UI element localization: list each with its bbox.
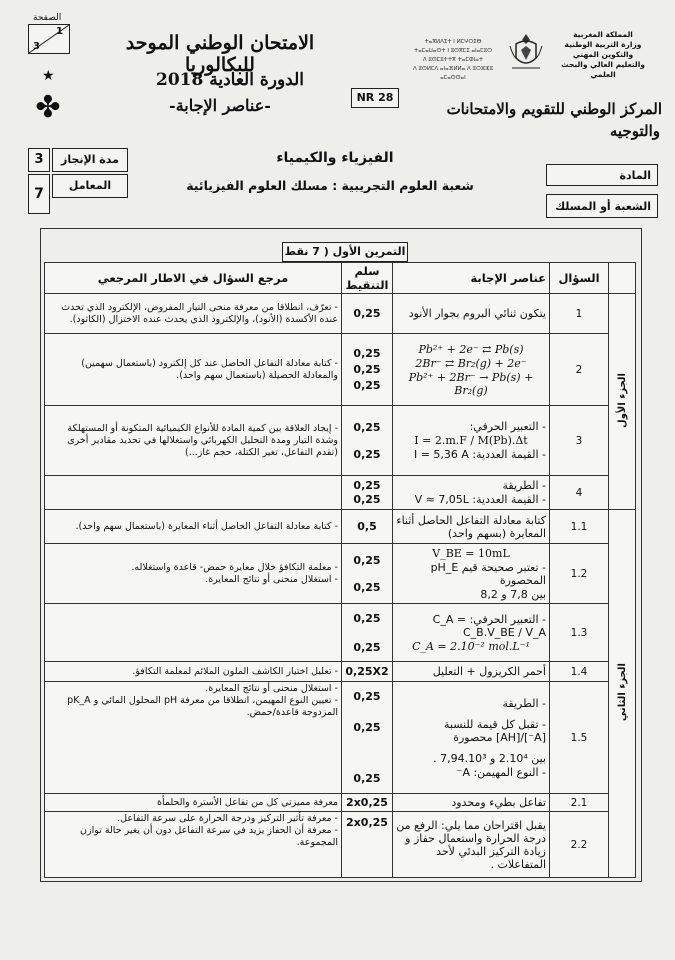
question-number: 1.4 [550, 662, 609, 682]
star-top-icon: ★ [42, 68, 55, 84]
points-value: 0,25 [353, 611, 381, 625]
reference-cell: - كتابة معادلة التفاعل الحاصل عند كل إلكترود (باستعمال سهمين) والمعادلة الحصيلة (باستعمال سهم واحد). [45, 334, 342, 406]
question-number: 2.1 [550, 794, 609, 812]
amazigh-line-3: ⴷ ⵓⵙⵎⵓⵜⵜⴳ ⵜⴰⵎⵀⵏⴰⵜ [422, 57, 484, 63]
amazigh-line-1: ⵜⴰⴳⵍⴷⵉⵜ ⵏ ⵍⵎⵖⵔⵉⴱ [424, 39, 482, 45]
answer-line: - النوع المهيمن: A⁻ [456, 765, 546, 779]
page-total: 3 [33, 41, 40, 52]
question-number: 1 [550, 294, 609, 334]
answer-line: I = 2.m.F / M(Pb).Δt [414, 434, 528, 447]
reference-cell [45, 476, 342, 510]
points-cell [342, 682, 393, 794]
part-2-label: الجزء الثاني [616, 662, 628, 722]
points-cell [342, 544, 393, 604]
points-value: 0,25X2 [345, 665, 389, 678]
amazigh-line-4: ⴷ ⵓⵙⵍⵎⴷ ⴰⵏⴰⴼⵍⵍⴰ ⴷ ⵓⵔⵣⵣⵓ ⴰⵎⴰⵙⵙⴰⵏ [412, 66, 493, 81]
answer-line: تفاعل بطيء ومحدود [451, 796, 546, 809]
ministry-block [548, 30, 658, 80]
points-cell [342, 476, 393, 510]
points-value: 0,25 [353, 772, 381, 785]
ministry-line-4: والتعليم العالي والبحث العلمي [561, 60, 645, 79]
question-number: 2.2 [550, 812, 609, 878]
answer-line: Pb²⁺ + 2Br⁻ → Pb(s) + Br₂(g) [408, 370, 534, 397]
answer-line: كتابة معادلة التفاعل الحاصل أثناء المعايرة (بسهم واحد) [396, 513, 546, 540]
reference-cell: - معرفة تأثير التركيز ودرجة الحرارة على سرعة التفاعل. - معرفة أن الحفاز يزيد في سرعة التفاعل دون أن يغير حالة توازن المجموعة. [45, 812, 342, 878]
answer-line: - التعبير الحرفي: [469, 420, 546, 433]
question-number: 2 [550, 334, 609, 406]
answer-line: 2Br⁻ ⇄ Br₂(g) + 2e⁻ [415, 356, 527, 370]
answer-table [44, 262, 636, 878]
coef-value-box: 7 [28, 174, 50, 214]
answer-cell [393, 544, 550, 604]
answer-line: - تقبل كل قيمة للنسبة [A⁻]/[AH] محصورة [444, 717, 546, 744]
points-value: 0,25 [353, 553, 381, 567]
table-row [45, 604, 636, 662]
exam-subtitle: -عناصر الإجابة- [169, 96, 271, 115]
page-label: الصفحة [33, 13, 62, 23]
reference-cell: - كتابة معادلة التفاعل الحاصل أثناء المعايرة (باستعمال سهم واحد). [45, 510, 342, 544]
points-value: 0,25 [353, 690, 381, 703]
question-number: 1.1 [550, 510, 609, 544]
header-question: السؤال [550, 263, 609, 294]
duration-value-box: 3 [28, 148, 50, 172]
question-number: 1.3 [550, 604, 609, 662]
points-value: 0,25 [353, 479, 381, 492]
table-row [45, 794, 636, 812]
reference-cell: - إيجاد العلاقة بين كمية المادة للأنواع الكيميائية المتكونة أو المستهلكة وشدة التيار ومدة التحليل الكهربائي واستغلالها في تحديد مقادير أخرى (تقدم التفاعل، تغير الكتلة، حجم غاز...) [45, 406, 342, 476]
reference-cell: معرفة مميزتي كل من تفاعل الأسترة والحلمأة [45, 794, 342, 812]
header-reference: مرجع السؤال في الاطار المرجعي [45, 263, 342, 294]
amazigh-line-2: ⵜⴰⵎⴰⵡⴰⵙⵜ ⵏ ⵓⵙⴳⵎⵉ ⴰⵏⴰⵎⵓⵔ [414, 48, 492, 54]
reference-cell: - معلمة التكافؤ خلال معايرة حمض- قاعدة واستغلاله. - استغلال منحنى أو نتائج المعايرة. [45, 544, 342, 604]
points-value: 0,25 [353, 721, 381, 734]
table-header-row [45, 263, 636, 294]
answer-line: - تعتبر صحيحة قيم pH_E المحصورة [430, 560, 546, 587]
question-number: 4 [550, 476, 609, 510]
answer-cell [393, 476, 550, 510]
points-value: 0,25 [353, 580, 381, 594]
points-cell [342, 294, 393, 334]
exam-session: الدورة العادية 2018 [155, 70, 305, 90]
answer-line: بين 2.10⁴ و 7,94.10³ . [433, 751, 546, 765]
subject-value: الفيزياء والكيمياء [276, 150, 394, 166]
answer-line: - الطريقة [502, 696, 546, 710]
question-number: 3 [550, 406, 609, 476]
center-name-2: والتوجيه [609, 122, 660, 140]
coat-of-arms-icon [508, 32, 544, 72]
exam-code: NR 28 [351, 88, 399, 108]
points-cell [342, 406, 393, 476]
branch-label-box: الشعبة أو المسلك [546, 194, 658, 218]
table-row [45, 334, 636, 406]
answer-line: - التعبير الحرفي: C_A = C_B.V_BE / V_A [432, 612, 546, 639]
table-row [45, 682, 636, 794]
table-row [45, 510, 636, 544]
table-row [45, 406, 636, 476]
center-name: المركز الوطني للتقويم والامتحانات [446, 100, 662, 118]
points-value: 2x0,25 [346, 816, 388, 829]
points-value: 0,25 [353, 493, 381, 506]
table-row [45, 294, 636, 334]
table-row [45, 544, 636, 604]
question-number: 1.2 [550, 544, 609, 604]
answer-line: - الطريقة [502, 479, 546, 492]
reference-cell [45, 604, 342, 662]
star-emblem-icon: ✤ [35, 90, 61, 125]
answer-cell [393, 794, 550, 812]
page-current: 1 [56, 26, 63, 37]
answer-cell [393, 294, 550, 334]
ministry-line-3: والتكوين المهني [572, 50, 634, 59]
points-value: 0,25 [353, 379, 381, 392]
points-value: 0,5 [357, 520, 377, 533]
answer-cell [393, 604, 550, 662]
answer-line: بين 7,8 و 8,2 [480, 587, 546, 601]
points-value: 0,25 [353, 363, 381, 376]
header-points: سلم التنقيط [342, 263, 393, 294]
ministry-line-1: المملكة المغربية [573, 30, 633, 39]
points-value: 0,25 [353, 347, 381, 360]
answer-line: أحمر الكريزول + التعليل [432, 665, 546, 678]
points-cell [342, 334, 393, 406]
points-value: 0,25 [353, 640, 381, 654]
coef-label-box: المعامل [52, 174, 128, 198]
header-answer: عناصر الإجابة [393, 263, 550, 294]
points-value: 0,25 [353, 420, 381, 434]
header-part [609, 263, 636, 294]
answer-line: يقبل اقتراحان مما يلي: الرفع من درجة الحرارة واستعمال حفاز و زيادة التركيز البدئي لأحد المتفاعلات . [396, 818, 546, 871]
answer-line: V_BE = 10mL [432, 546, 510, 560]
answer-cell [393, 812, 550, 878]
branch-value: شعبة العلوم التجريبية : مسلك العلوم الفيزيائية [186, 178, 474, 193]
answer-line: Pb²⁺ + 2e⁻ ⇄ Pb(s) [418, 342, 524, 356]
points-cell [342, 812, 393, 878]
part-2-cell [609, 510, 636, 878]
answer-line: - القيمة العددية: V ≈ 7,05L [414, 493, 546, 506]
answer-cell [393, 662, 550, 682]
reference-cell: - تعرّف، انطلاقا من معرفة منحى التيار المفروض، الإلكترود الذي تحدث عنده الأكسدة (الأنود)، والإلكترود الذي يحدث عنده الاختزال (الكاثود). [45, 294, 342, 334]
exercise-title: التمرين الأول ( 7 نقط [282, 242, 408, 262]
points-cell [342, 510, 393, 544]
reference-cell: - تعليل اختيار الكاشف الملون الملائم لمعلمة التكافؤ. [45, 662, 342, 682]
answer-cell [393, 334, 550, 406]
part-1-cell [609, 294, 636, 510]
points-value: 2x0,25 [346, 796, 388, 809]
answer-cell [393, 510, 550, 544]
table-row [45, 476, 636, 510]
table-row [45, 662, 636, 682]
reference-cell: - استغلال منحنى أو نتائج المعايرة. - تعيين النوع المهيمن، انطلاقا من معرفة pH المحلول المائي و pK_A المزدوجة قاعدة/حمض. [45, 682, 342, 794]
table-row [45, 812, 636, 878]
answer-cell [393, 682, 550, 794]
answer-line: C_A = 2.10⁻² mol.L⁻¹ [412, 639, 530, 653]
answer-line: - القيمة العددية: I = 5,36 A [413, 448, 546, 461]
ministry-line-2: وزارة التربية الوطنية [564, 40, 642, 49]
points-value: 0,25 [353, 447, 381, 461]
page-number-box [28, 13, 70, 54]
exam-title: الامتحان الوطني الموحد للبكالوريا [125, 32, 315, 76]
question-number: 1.5 [550, 682, 609, 794]
answer-line: يتكون ثنائي البروم بجوار الأنود [408, 307, 546, 320]
points-cell [342, 604, 393, 662]
answer-cell [393, 406, 550, 476]
points-value: 0,25 [353, 307, 381, 320]
amazigh-lines [402, 38, 504, 83]
part-1-label: الجزء الأول [616, 372, 628, 428]
subject-label-box: المادة [546, 164, 658, 186]
points-cell [342, 794, 393, 812]
duration-label-box: مدة الإنجاز [52, 148, 128, 172]
points-cell [342, 662, 393, 682]
